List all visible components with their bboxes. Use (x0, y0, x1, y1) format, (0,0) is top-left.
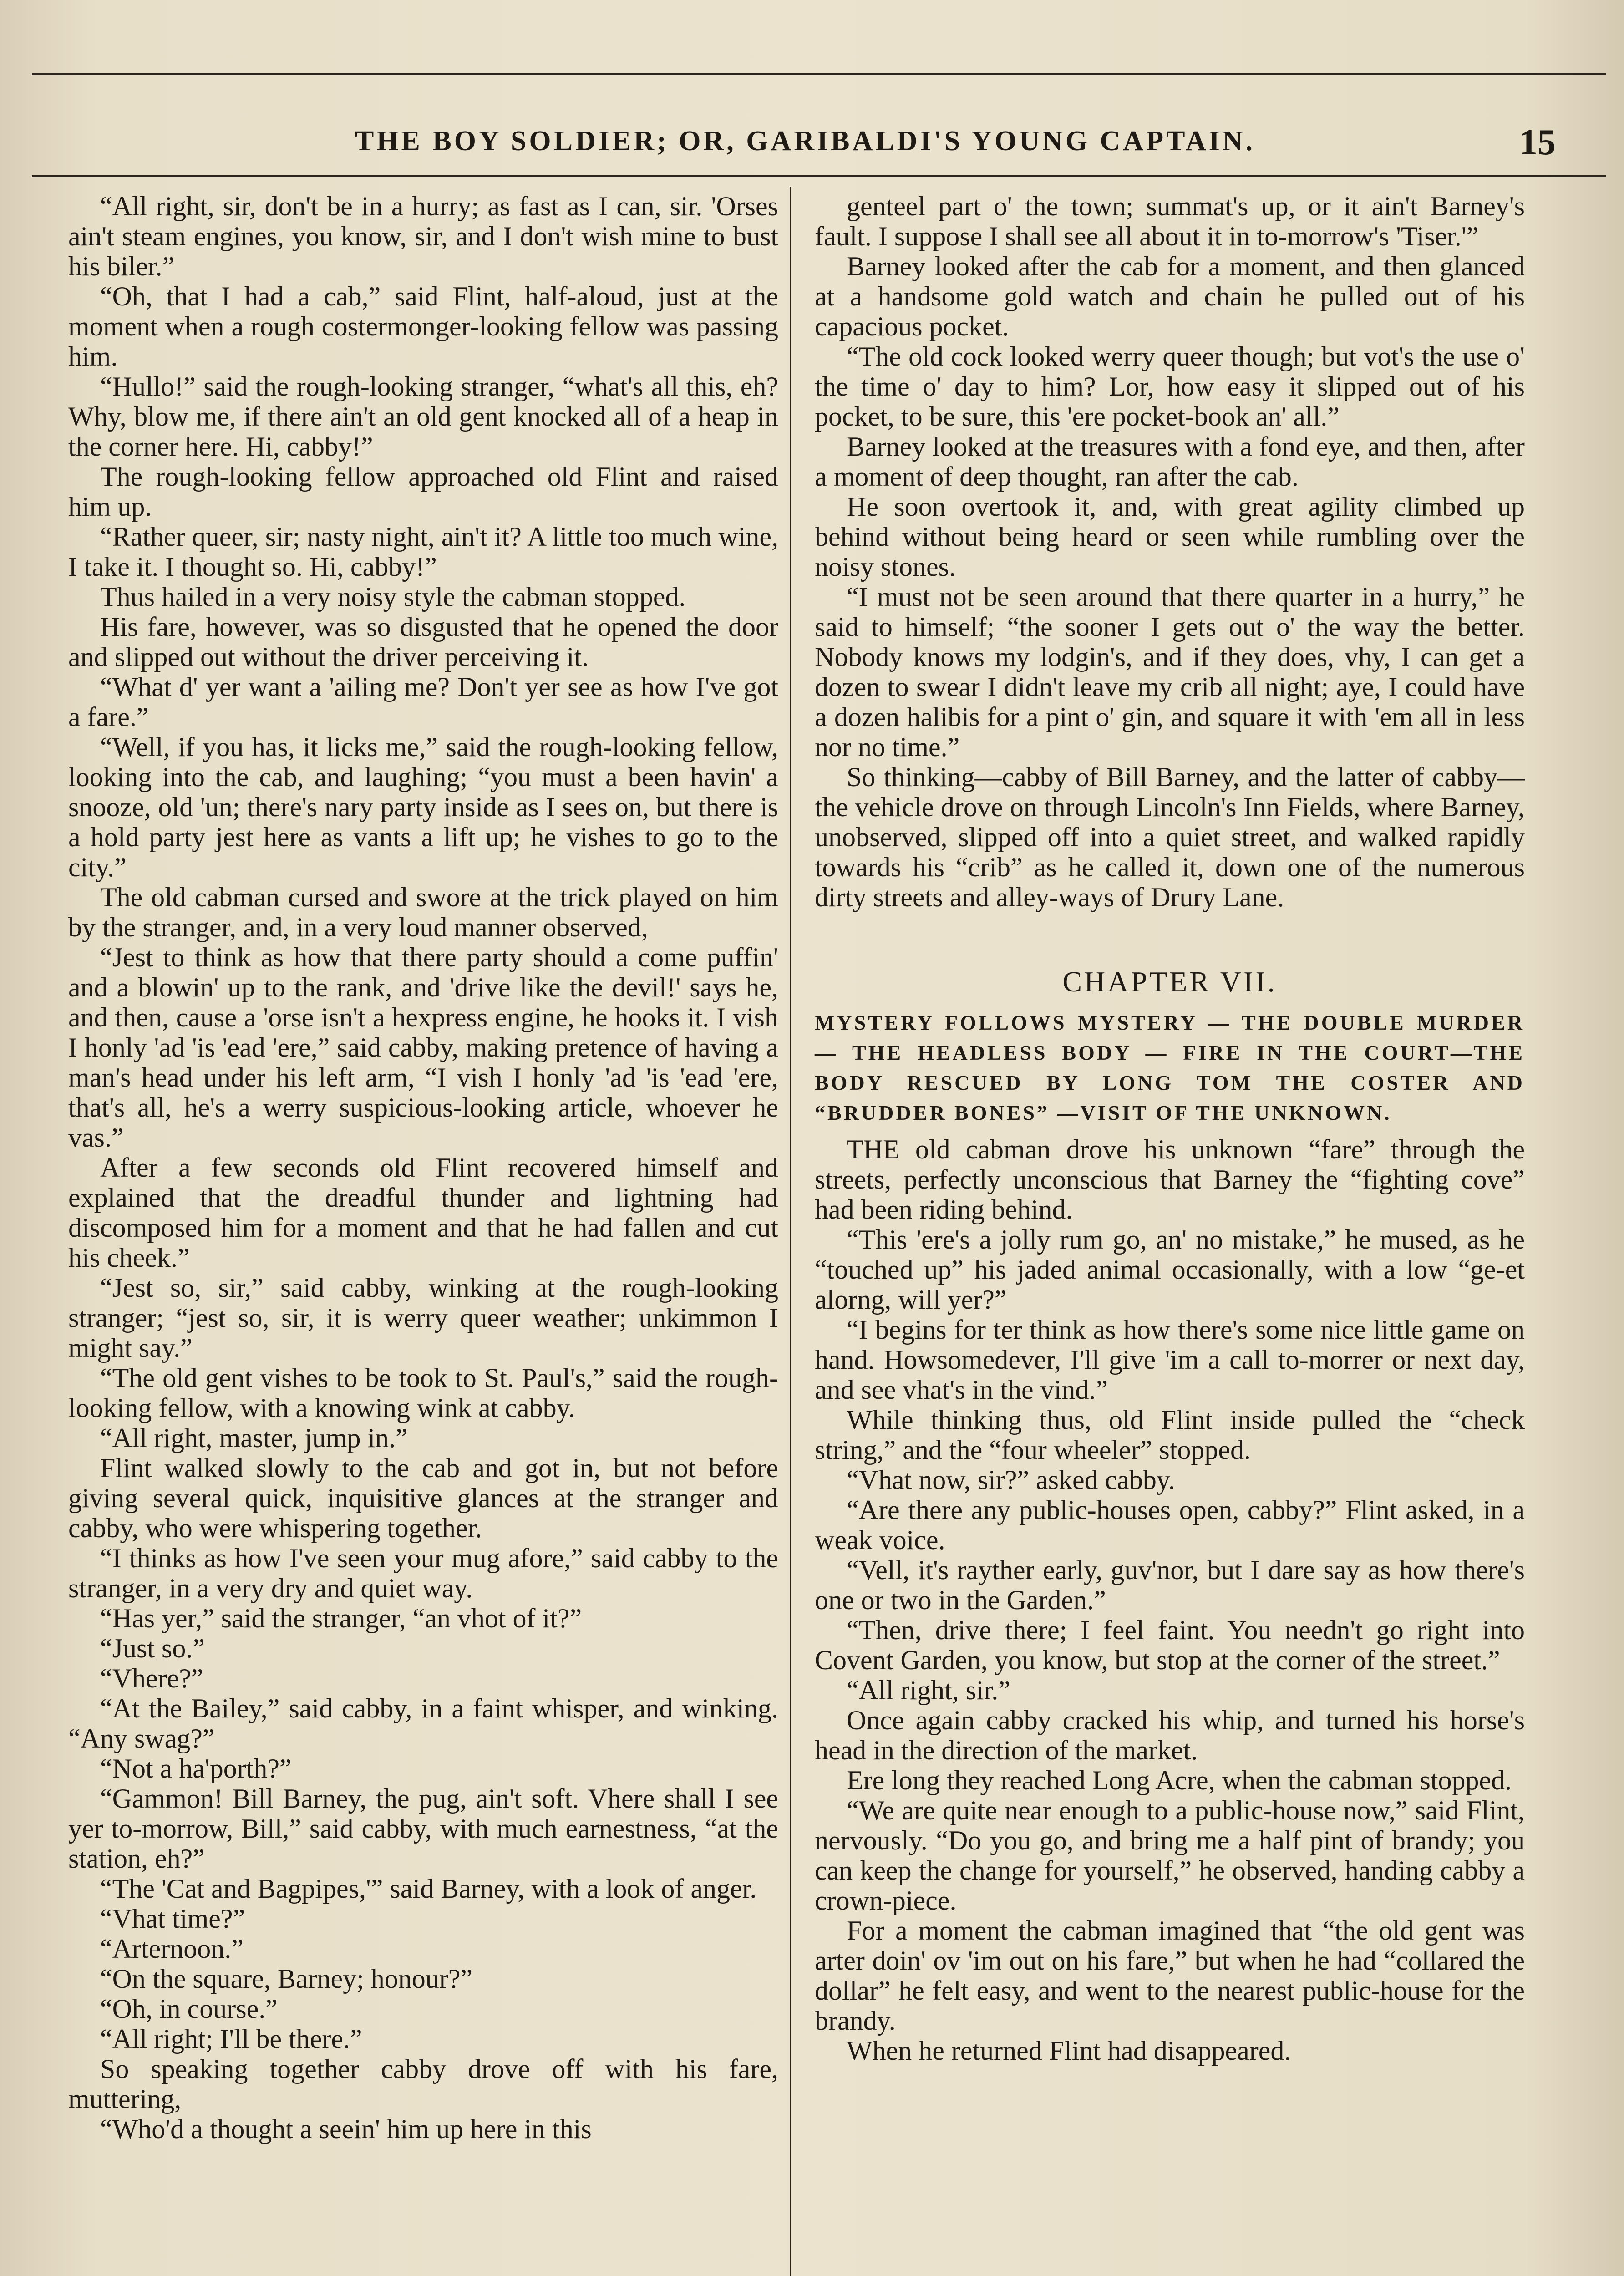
paragraph: “Vhere?” (100, 1663, 203, 1693)
paragraph: “All right, sir, don't be in a hurry; as fast as I can, sir. 'Orses ain't steam engines, you know, sir, and I don't wish mine to bust his biler.” (68, 191, 778, 281)
right-column-bottom (815, 1134, 1525, 2066)
paragraph: Barney looked at the treasures with a fond eye, and then, after a moment of deep thought, ran after the cab. (815, 432, 1525, 492)
paragraph: “Arternoon.” (100, 1934, 244, 1964)
paragraph: “This 'ere's a jolly rum go, an' no mistake,” he mused, as he “touched up” his jaded animal occasionally, with a low “ge-et alorng, will yer?” (815, 1224, 1525, 1315)
paragraph: “Not a ha'porth?” (100, 1753, 292, 1783)
right-column (815, 191, 1525, 2066)
paragraph: “The old gent vishes to be took to St. Paul's,” said the rough-looking fellow, with a knowing wink at cabby. (68, 1363, 778, 1423)
paragraph: “Jest to think as how that there party should a come puffin' and a blowin' up to the rank, and 'drive like the devil!' says he, and then, cause a 'orse isn't a hexpress engine, he hooks it. I vish I honly 'ad 'is 'ead 'ere,” said cabby, making pretence of having a man's head under his left arm, “I vish I honly 'ad 'is 'ead 'ere, that's all, he's a werry suspicious-looking article, whoever he vas.” (68, 942, 778, 1153)
paragraph: After a few seconds old Flint recovered himself and explained that the dreadful thunder and lightning had discomposed him for a moment and that he had fallen and cut his cheek.” (68, 1153, 778, 1273)
paragraph: “I begins for ter think as how there's some nice little game on hand. Howsomedever, I'll give 'im a call to-morrer or next day, and see vhat's in the vind.” (815, 1315, 1525, 1405)
paragraph: For a moment the cabman imagined that “the old gent was arter doin' ov 'im out on his fare,” but when he had “collared the dollar” he felt easy, and went to the nearest public-house for the brandy. (815, 1915, 1525, 2036)
paragraph: When he returned Flint had disappeared. (847, 2036, 1291, 2066)
paragraph: “All right; I'll be there.” (100, 2024, 362, 2054)
paragraph: “On the square, Barney; honour?” (100, 1964, 473, 1994)
paragraph: “Rather queer, sir; nasty night, ain't it? A little too much wine, I take it. I thought so. Hi, cabby!” (68, 522, 778, 582)
paragraph: “The old cock looked werry queer though; but vot's the use o' the time o' day to him? Lor, how easy it slipped out of his pocket, to be sure, this 'ere pocket-book an' all.” (815, 341, 1525, 432)
paragraph: genteel part o' the town; summat's up, or it ain't Barney's fault. I suppose I shall see all about it in to-morrow's 'Tiser.'” (815, 191, 1525, 251)
paragraph: Barney looked after the cab for a moment, and then glanced at a handsome gold watch and chain he pulled out of his capacious pocket. (815, 251, 1525, 341)
paragraph: Thus hailed in a very noisy style the cabman stopped. (100, 582, 686, 612)
paragraph: So speaking together cabby drove off with his fare, muttering, (68, 2054, 778, 2114)
paragraph: “I thinks as how I've seen your mug afore,” said cabby to the stranger, in a very dry and quiet way. (68, 1543, 778, 1603)
chapter-summary: MYSTERY FOLLOWS MYSTERY — THE DOUBLE MURDER — THE HEADLESS BODY — FIRE IN THE COURT—THE BODY RESCUED BY LONG TOM THE COSTER AND “BRUDDER BONES” —VISIT OF THE UNKNOWN. (815, 1011, 1525, 1124)
running-header (55, 114, 1556, 168)
paragraph: “Then, drive there; I feel faint. You needn't go right into Covent Garden, you know, but stop at the corner of the street.” (815, 1615, 1525, 1675)
paragraph: “Jest so, sir,” said cabby, winking at the rough-looking stranger; “jest so, sir, it is werry queer weather; unkimmon I might say.” (68, 1273, 778, 1363)
paragraph: “Who'd a thought a seein' him up here in this (100, 2114, 592, 2144)
paragraph: “Oh, that I had a cab,” said Flint, half-aloud, just at the moment when a rough costermonger-looking fellow was passing him. (68, 281, 778, 371)
paragraph: “Vhat now, sir?” asked cabby. (847, 1465, 1175, 1495)
paragraph: “I must not be seen around that there quarter in a hurry,” he said to himself; “the sooner I gets out o' the way the better. Nobody knows my lodgin's, and if they does, vhy, I can get a dozen to swear I didn't leave my crib all night; aye, I could have a dozen halibis for a pint o' gin, and square it with 'em all in less nor no time.” (815, 582, 1525, 762)
top-rule (32, 73, 1606, 75)
paragraph: “Hullo!” said the rough-looking stranger, “what's all this, eh? Why, blow me, if there ain't an old gent knocked all of a heap in the corner here. Hi, cabby!” (68, 371, 778, 462)
paragraph: “All right, master, jump in.” (100, 1423, 408, 1453)
paragraph: “Vhat time?” (100, 1904, 245, 1934)
paragraph: “The 'Cat and Bagpipes,'” said Barney, with a look of anger. (100, 1874, 757, 1904)
column-divider (790, 187, 791, 2276)
header-rule (32, 175, 1606, 177)
paragraph: “Just so.” (100, 1633, 205, 1663)
right-column-top (815, 191, 1525, 912)
paragraph: The rough-looking fellow approached old Flint and raised him up. (68, 462, 778, 522)
paragraph: “We are quite near enough to a public-house now,” said Flint, nervously. “Do you go, and bring me a half pint of brandy; you can keep the change for yourself,” he observed, handing cabby a crown-piece. (815, 1795, 1525, 1915)
running-title: THE BOY SOLDIER; OR, GARIBALDI'S YOUNG CAPTAIN. (355, 125, 1256, 157)
paragraph: He soon overtook it, and, with great agility climbed up behind without being heard or seen while rumbling over the noisy stones. (815, 492, 1525, 582)
paragraph: “Are there any public-houses open, cabby?” Flint asked, in a weak voice. (815, 1495, 1525, 1555)
paragraph: “Has yer,” said the stranger, “an vhot of it?” (100, 1603, 582, 1633)
paragraph: Flint walked slowly to the cab and got in, but not before giving several quick, inquisitive glances at the stranger and cabby, who were whispering together. (68, 1453, 778, 1543)
paragraph: “Oh, in course.” (100, 1994, 278, 2024)
paragraph: Ere long they reached Long Acre, when the cabman stopped. (847, 1765, 1512, 1795)
paragraph: “All right, sir.” (847, 1675, 1010, 1705)
paragraph: So thinking—cabby of Bill Barney, and the latter of cabby—the vehicle drove on through Lincoln's Inn Fields, where Barney, unobserved, slipped off into a quiet street, and walked rapidly towards his “crib” as he called it, down one of the numerous dirty streets and alley-ways of Drury Lane. (815, 762, 1525, 912)
paragraph: His fare, however, was so disgusted that he opened the door and slipped out without the driver perceiving it. (68, 612, 778, 672)
paragraph: “Vell, it's rayther early, guv'nor, but I dare say as how there's one or two in the Garden.” (815, 1555, 1525, 1615)
chapter-title: CHAPTER VII. (1062, 965, 1277, 998)
paragraph: THE old cabman drove his unknown “fare” through the streets, perfectly unconscious that Barney the “fighting cove” had been riding behind. (815, 1134, 1525, 1224)
paragraph: “Gammon! Bill Barney, the pug, ain't soft. Vhere shall I see yer to-morrow, Bill,” said cabby, with much earnestness, “at the station, eh?” (68, 1783, 778, 1874)
page-number: 15 (1519, 122, 1556, 163)
paragraph: Once again cabby cracked his whip, and turned his horse's head in the direction of the market. (815, 1705, 1525, 1765)
paragraph: The old cabman cursed and swore at the trick played on him by the stranger, and, in a very loud manner observed, (68, 882, 778, 942)
paragraph: “What d' yer want a 'ailing me? Don't yer see as how I've got a fare.” (68, 672, 778, 732)
paragraph: “Well, if you has, it licks me,” said the rough-looking fellow, looking into the cab, and laughing; “you must a been havin' a snooze, old 'un; there's nary party inside as I sees on, but there is a hold party jest here as vants a lift up; he vishes to go to the city.” (68, 732, 778, 882)
paragraph: “At the Bailey,” said cabby, in a faint whisper, and winking. “Any swag?” (68, 1693, 778, 1753)
paragraph: While thinking thus, old Flint inside pulled the “check string,” and the “four wheeler” stopped. (815, 1405, 1525, 1465)
left-column (68, 191, 778, 2144)
